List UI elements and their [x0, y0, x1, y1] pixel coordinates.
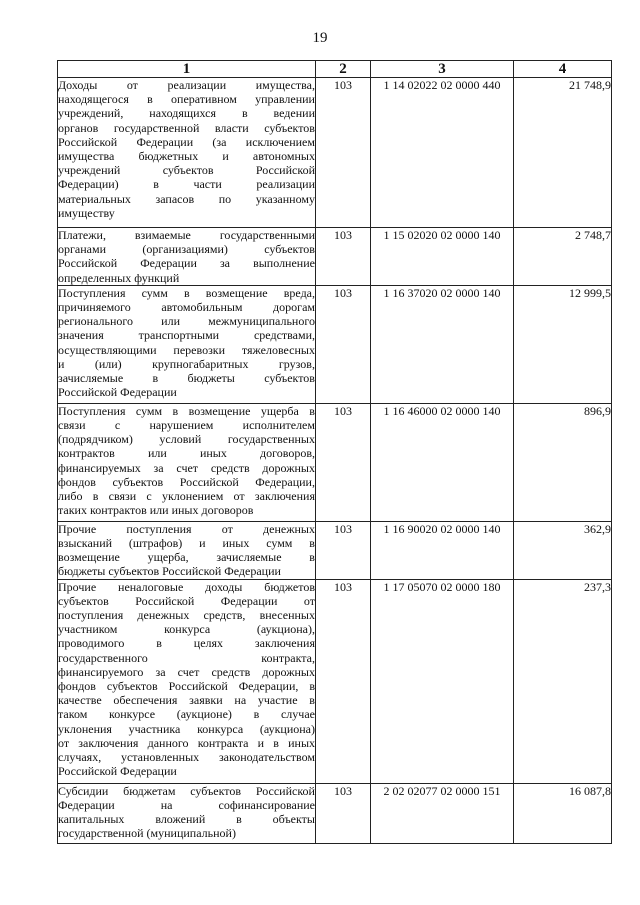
- description-line: бюджеты субъектов Российской Федерации: [58, 564, 281, 579]
- description-line: находящегося в оперативном управлении: [58, 92, 315, 107]
- description-line: Прочие поступления от денежных: [58, 521, 315, 536]
- amount: 896,9: [514, 403, 612, 521]
- admin-code: 103: [316, 783, 371, 843]
- description-line: Федерации) в части реализации: [58, 177, 315, 192]
- row-description: [58, 521, 316, 579]
- table-row: [58, 228, 612, 286]
- row-description: [58, 783, 316, 843]
- description-line: проводимого в целях заключения: [58, 636, 315, 651]
- description-line: значения транспортными средствами,: [58, 328, 315, 343]
- description-line: (подрядчиком) условий государственных: [58, 432, 315, 447]
- description-line: качестве обеспечения заявки на участие в: [58, 693, 315, 708]
- description-line: определенных функций: [58, 270, 180, 285]
- page-number: 19: [312, 30, 328, 46]
- description-line: уклонения участника конкурса (аукциона): [58, 721, 315, 736]
- description-line: Доходы от реализации имущества,: [58, 78, 315, 92]
- description-line: фондов субъектов Российской Федерации, в: [58, 679, 315, 694]
- budget-classification-code: 1 15 02020 02 0000 140: [371, 228, 514, 286]
- description-line: учреждений субъектов Российской: [58, 163, 315, 178]
- description-line: таких контрактов или иных договоров: [58, 503, 254, 518]
- table-row: [58, 285, 612, 403]
- budget-classification-code: 1 16 90020 02 0000 140: [371, 521, 514, 579]
- description-line: Платежи, взимаемые государственными: [58, 228, 315, 242]
- description-line: либо в связи с уклонением от заключения: [58, 489, 315, 504]
- description-line: Поступления сумм в возмещение вреда,: [58, 285, 315, 300]
- description-line: Федерации на софинансирование: [58, 797, 315, 812]
- description-line: Прочие неналоговые доходы бюджетов: [58, 579, 315, 594]
- revenue-table: [57, 60, 612, 844]
- description-line: контрактов или иных договоров,: [58, 446, 315, 461]
- table-row: [58, 521, 612, 579]
- row-description: [58, 228, 316, 286]
- description-line: учреждений, находящихся в ведении: [58, 106, 315, 121]
- description-line: причиняемого автомобильным дорогам: [58, 300, 315, 315]
- row-description: [58, 403, 316, 521]
- description-line: финансируемого за счет средств дорожных: [58, 664, 315, 679]
- description-line: фондов субъектов Российской Федерации,: [58, 474, 315, 489]
- amount: 21 748,9: [514, 78, 612, 228]
- description-line: Российской Федерации: [58, 764, 177, 779]
- description-line: связи с нарушением исполнителем: [58, 418, 315, 433]
- description-line: таком конкурсе (аукционе) в случае: [58, 707, 315, 722]
- description-line: участником конкурса (аукциона),: [58, 622, 315, 637]
- column-header-1: 1: [58, 61, 316, 78]
- description-line: Российской Федерации за выполнение: [58, 256, 315, 271]
- description-line: осуществляющими перевозки тяжеловесных: [58, 342, 315, 357]
- description-line: от заключения данного контракта и в иных: [58, 735, 315, 750]
- amount: 237,3: [514, 579, 612, 783]
- description-line: материальных запасов по указанному: [58, 191, 315, 206]
- column-header-3: 3: [371, 61, 514, 78]
- description-line: взысканий (штрафов) и иных сумм в: [58, 536, 315, 551]
- description-line: имущества бюджетных и автономных: [58, 149, 315, 164]
- budget-classification-code: 1 16 46000 02 0000 140: [371, 403, 514, 521]
- row-description: [58, 285, 316, 403]
- description-line: Российской Федерации (за исключением: [58, 134, 315, 149]
- amount: 12 999,5: [514, 285, 612, 403]
- description-line: и (или) крупногабаритных грузов,: [58, 356, 315, 371]
- amount: 16 087,8: [514, 783, 612, 843]
- description-line: Российской Федерации: [58, 385, 177, 400]
- description-line: возмещение ущерба, зачисляемые в: [58, 550, 315, 565]
- admin-code: 103: [316, 285, 371, 403]
- description-line: капитальных вложений в объекты: [58, 812, 315, 827]
- amount: 362,9: [514, 521, 612, 579]
- description-line: органов государственной власти субъектов: [58, 120, 315, 135]
- description-line: имуществу: [58, 205, 115, 220]
- table-row: [58, 403, 612, 521]
- description-line: Поступления сумм в возмещение ущерба в: [58, 403, 315, 418]
- description-line: регионального или межмуниципального: [58, 314, 315, 329]
- table-header-row: [58, 61, 612, 78]
- table-row: [58, 78, 612, 228]
- column-header-2: 2: [316, 61, 371, 78]
- column-header-4: 4: [514, 61, 612, 78]
- admin-code: 103: [316, 78, 371, 228]
- description-line: случаях, установленных законодательством: [58, 750, 315, 765]
- description-line: государственной (муниципальной): [58, 826, 236, 841]
- description-line: поступления денежных средств, внесенных: [58, 608, 315, 623]
- description-line: зачисляемые в бюджеты субъектов: [58, 371, 315, 386]
- admin-code: 103: [316, 579, 371, 783]
- table-row: [58, 783, 612, 843]
- row-description: [58, 579, 316, 783]
- budget-classification-code: 1 14 02022 02 0000 440: [371, 78, 514, 228]
- description-line: субъектов Российской Федерации от: [58, 593, 315, 608]
- admin-code: 103: [316, 521, 371, 579]
- description-line: государственного контракта,: [58, 650, 315, 665]
- budget-classification-code: 1 17 05070 02 0000 180: [371, 579, 514, 783]
- table-row: [58, 579, 612, 783]
- row-description: [58, 78, 316, 228]
- amount: 2 748,7: [514, 228, 612, 286]
- budget-classification-code: 1 16 37020 02 0000 140: [371, 285, 514, 403]
- description-line: органами (организациями) субъектов: [58, 242, 315, 257]
- description-line: Субсидии бюджетам субъектов Российской: [58, 783, 315, 798]
- admin-code: 103: [316, 403, 371, 521]
- description-line: финансируемых за счет средств дорожных: [58, 460, 315, 475]
- budget-classification-code: 2 02 02077 02 0000 151: [371, 783, 514, 843]
- admin-code: 103: [316, 228, 371, 286]
